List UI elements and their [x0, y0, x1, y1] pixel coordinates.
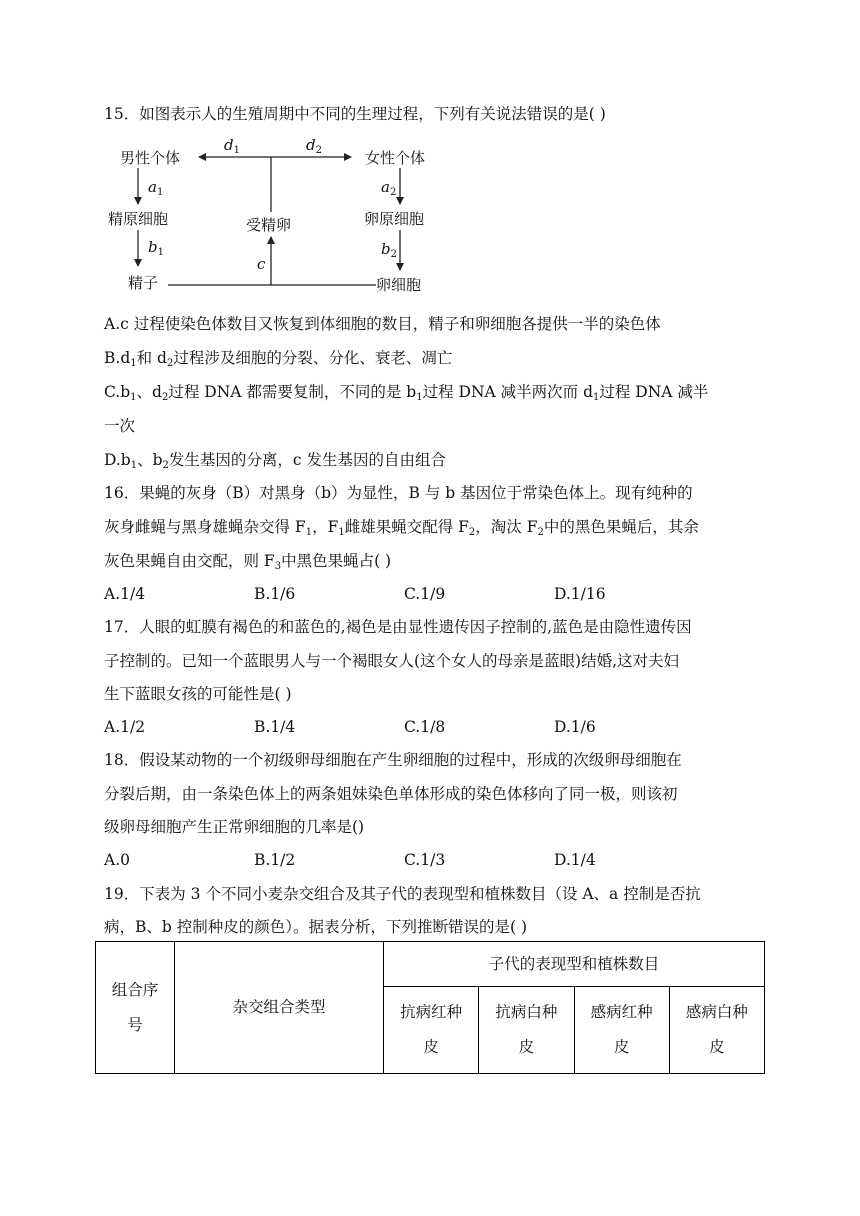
label-female: 女性个体 [365, 149, 426, 167]
q17-line1: 17．人眼的虹膜有褐色的和蓝色的,褐色是由显性遗传因子控制的,蓝色是由隐性遗传因 [104, 618, 692, 636]
q16-line3: 灰色果蝇自由交配，则 $F_3$中黑色果蝇占( ) [104, 552, 392, 572]
q18-option-b: B.1/2 [254, 851, 296, 869]
q15-option-a: A.c 过程使染色体数目又恢复到体细胞的数目，精子和卵细胞各提供一半的染色体 [104, 315, 661, 333]
q15-option-d: $D.b_1$、$b_2$发生基因的分离，c 发生基因的自由组合 [104, 451, 447, 471]
q16-line1: 16．果蝇的灰身（B）对黑身（b）为显性，B 与 b 基因位于常染色体上。现有纯种的 [104, 484, 693, 502]
q18-option-c: C.1/3 [404, 851, 446, 869]
q19-line2: 病，B、b 控制种皮的颜色）。据表分析，下列推断错误的是( ) [104, 918, 528, 936]
var-c: c [257, 255, 266, 273]
label-egg: 卵细胞 [376, 276, 422, 294]
q15-option-b: $B.d_1$和 $d_2$过程涉及细胞的分裂、分化、衰老、凋亡 [104, 349, 453, 369]
header-resistant-white: 抗病白种 皮 [479, 987, 574, 1074]
q18-option-a: A.0 [104, 851, 130, 869]
var-b1: $b_1$ [148, 238, 164, 258]
q18-line1: 18．假设某动物的一个初级卵母细胞在产生卵细胞的过程中，形成的次级卵母细胞在 [104, 751, 682, 769]
reproduction-cycle-diagram [100, 134, 440, 300]
q18-option-d: D.1/4 [554, 851, 596, 869]
q17-option-d: D.1/6 [554, 718, 596, 736]
var-d2: $d_2$ [306, 136, 322, 156]
header-cross-type: 杂交组合类型 [175, 942, 384, 1074]
q17-option-b: B.1/4 [254, 718, 296, 736]
q15-option-c: $C.b_1$、$d_2$过程 DNA 都需要复制，不同的是 $b_1$过程 DNA 减半两次而 $d_1$过程 DNA 减半 [104, 383, 709, 403]
q15-stem: 15．如图表示人的生殖周期中不同的生理过程，下列有关说法错误的是( ) [104, 105, 606, 123]
q15-option-c-line2: 一次 [104, 417, 136, 435]
q17-line2: 子控制的。已知一个蓝眼男人与一个褐眼女人(这个女人的母亲是蓝眼)结婚,这对夫妇 [104, 652, 680, 670]
header-resistant-red: 抗病红种 皮 [384, 987, 479, 1074]
cross-results-table [95, 941, 765, 1074]
var-b2: $b_2$ [381, 240, 397, 260]
q17-option-c: C.1/8 [404, 718, 446, 736]
q16-option-a: A.1/4 [104, 585, 146, 603]
q16-option-d: D.1/16 [554, 585, 606, 603]
label-sperm: 精子 [128, 274, 159, 292]
label-zygote: 受精卵 [246, 216, 292, 234]
q16-option-c: C.1/9 [404, 585, 446, 603]
label-oogonium: 卵原细胞 [364, 210, 425, 228]
var-a2: $a_2$ [381, 178, 397, 198]
header-susceptible-red: 感病红种 皮 [574, 987, 669, 1074]
header-offspring: 子代的表现型和植株数目 [384, 942, 765, 987]
q18-line2: 分裂后期，由一条染色体上的两条姐妹染色单体形成的染色体移向了同一极，则该初 [104, 785, 678, 803]
label-spermatogonium: 精原细胞 [108, 210, 169, 228]
var-d1: $d_1$ [224, 136, 240, 156]
var-a1: $a_1$ [148, 178, 164, 198]
q16-option-b: B.1/6 [254, 585, 296, 603]
q18-line3: 级卵母细胞产生正常卵细胞的几率是() [104, 818, 365, 836]
q17-option-a: A.1/2 [104, 718, 146, 736]
header-group-number: 组合序 号 [96, 942, 175, 1074]
header-susceptible-white: 感病白种 皮 [669, 987, 764, 1074]
q19-line1: 19．下表为 3 个不同小麦杂交组合及其子代的表现型和植株数目（设 A、a 控制是否抗 [104, 885, 701, 903]
q16-line2: 灰身雌蝇与黑身雄蝇杂交得 $F_1$，$F_1$雌雄果蝇交配得 $F_2$，淘汰 $F_2$中的黑色果蝇后，其余 [104, 518, 699, 538]
label-male: 男性个体 [120, 149, 181, 167]
q17-line3: 生下蓝眼女孩的可能性是( ) [104, 685, 292, 703]
